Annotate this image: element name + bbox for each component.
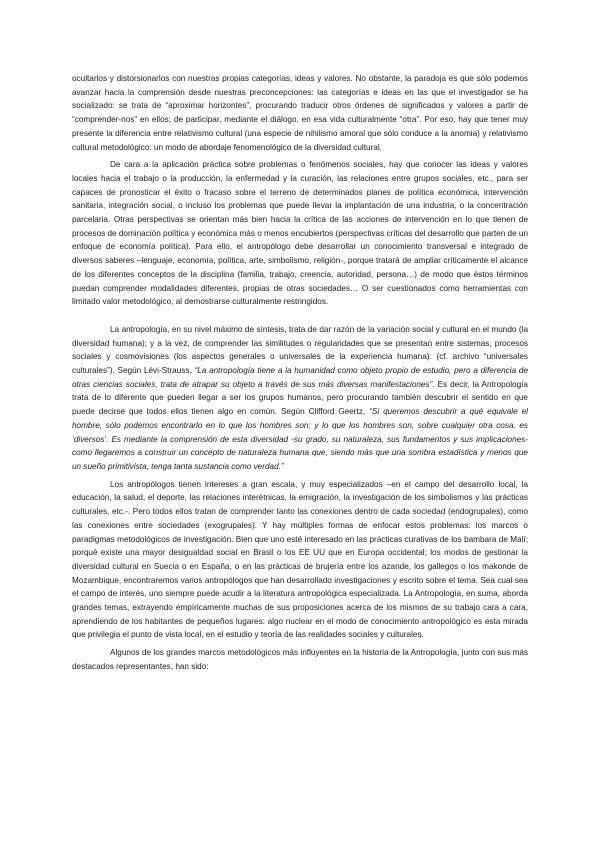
paragraph-1 bbox=[72, 72, 528, 154]
paragraph-2-text: De cara a la aplicación práctica sobre problemas o fenómenos sociales, hay que conocer las ideas y valores locales hacia el trabajo o la producción, la enfermedad y la curación, las relaciones entre grupos sociales, etc., para ser capaces de pronosticar el éxito o fracaso sobre el terreno de determinados planes de política económica, intervención sanitaria, integración social, o incluso los problemas que puede llevar la implantación de una industria, o la concentración parcelaria. Otras perspectivas se orientan más bien hacia la crítica de las acciones de intervención en lo que tienen de procesos de dominación política y económica más o menos encubiertos (perspectivas críticas del desarrollo que parten de un enfoque de economía política). Para ello, el antropólogo debe desarrollar un conocimiento transversal e integrado de diversos saberes –lenguaje, economía, política, arte, simbolismo, religión-, porque tratará de ampliar críticamente el alcance de los diferentes conceptos de la disciplina (familia, trabajo, creencia, autoridad, persona…) de modo que éstos términos puedan comprender modalidades diferentes, propias de otras sociedades… O ser cuestionados como herramientas con limitado valor metodológico, al demostrarse culturalmente restringidos. bbox=[72, 160, 529, 307]
paragraph-1-text: ocultarlos y distorsionarlos con nuestras propias categorías, ideas y valores. No obstante, la paradoja es que sólo podemos avanzar hacia la comprensión desde nuestras preconcepciones: las categorías e ideas en las que el investigador se ha socializado: se trata de “aproximar horizontes”, procurando traducir otros órdenes de significados y valores a partir de “comprender-nos” en ellos; de participar, mediante el diálogo, en esa vida culturalmente “otra”. Por eso, hay que tener muy presente la diferencia entre relativismo cultural (una especie de nihilismo amoral que sólo conduce a la anomia) y relativismo cultural metodológico: un modo de abordaje fenomenológico de la diversidad cultural. bbox=[72, 74, 528, 152]
paragraph-3 bbox=[72, 323, 528, 474]
paragraph-5-text: Algunos de los grandes marcos metodológicos más influyentes en la historia de la Antropología, junto con sus más destacados representantes, han sido: bbox=[72, 648, 528, 671]
paragraph-2 bbox=[72, 158, 528, 309]
paragraph-4-text: Los antropólogos tienen intereses a gran escala, y muy especializados –en el campo del desarrollo local, la educación, la salud, el deporte, las relaciones interétnicas, la emigración, la investigación de los simbolismos y las prácticas culturales, etc.-. Pero todos ellos tratan de comprender tanto las conexiones dentro de cada sociedad (endogrupales), como las conexiones entre sociedades (exogrupales). Y hay múltiples formas de enfocar estos problemas: los marcos o paradigmas metodológicos de investigación. Bien que uno esté interesado en las prácticas curativas de los bambara de Malí; porqué existe una mayor desigualdad social en Brasil o los EE UU que en Europa occidental; los modos de gestionar la diversidad cultural en Suecia o en España, o en las prácticas de brujería entre los azande, los gallegos o los makonde de Mozambique, encontraremos varios antropólogos que han desarrollado investigaciones y escrito sobre el tema. Sea cual sea el campo de interés, uno siempre puede acudir a la literatura antropológica especializada. La Antropología, en suma, aborda grandes temas, extrayendo empíricamente muchas de sus proposiciones acerca de los mismos de su trabajo cara a cara, aprendiendo de los habitantes de pequeños lugares: algo nuclear en el modo de conocimiento antropológico es esta mirada que privilegia el punto de vista local, en el estudio y teoría de las realidades sociales y culturales. bbox=[72, 479, 528, 640]
paragraph-5 bbox=[72, 646, 528, 673]
spacer bbox=[72, 309, 528, 323]
levi-strauss-quote: “La antropología tiene a la humanidad como objeto propio de estudio, pero a diferencia de otras ciencias sociales, trata de atrapar su objeto a través de sus más diversas manifestaciones” bbox=[72, 366, 528, 389]
document-page bbox=[72, 72, 528, 674]
geertz-quote: “Si queremos descubrir a qué equivale el hombre, sólo podemos encontrarlo en lo que los hombres son: y lo que los hombres son, sobre cualquier otra cosa, es ‘diversos’. Es mediante la comprensión de esta diversidad -su grado, su naturaleza, sus fundamentos y sus implicaciones- como llegaremos a construir un concepto de naturaleza humana que, siendo más que una sombra estadística y menos que un sueño primitivista, tenga tanta sustancia como verdad.” bbox=[72, 407, 528, 471]
paragraph-3-text-b: . Es decir, la Antropología trata de lo diferente que pueden llegar a ser los grupos humanos, pero procurando también descubrir el sentido en que puede decirse que todos ellos tienen algo en común. Según Clifford Geertz, bbox=[72, 379, 528, 417]
paragraph-4 bbox=[72, 478, 528, 642]
paragraph-3-text-a: La antropología, en su nivel máximo de síntesis, trata de dar razón de la variación social y cultural en el mundo (la diversidad humana); y a la vez, de comprender las similitudes o regularidades que se presentan entre sistemas, procesos sociales y cosmovisiones (los aspectos generales o universales de la experiencia humana). (cf. archivo “universales culturales”). Según Lévi-Strauss, bbox=[72, 324, 528, 376]
